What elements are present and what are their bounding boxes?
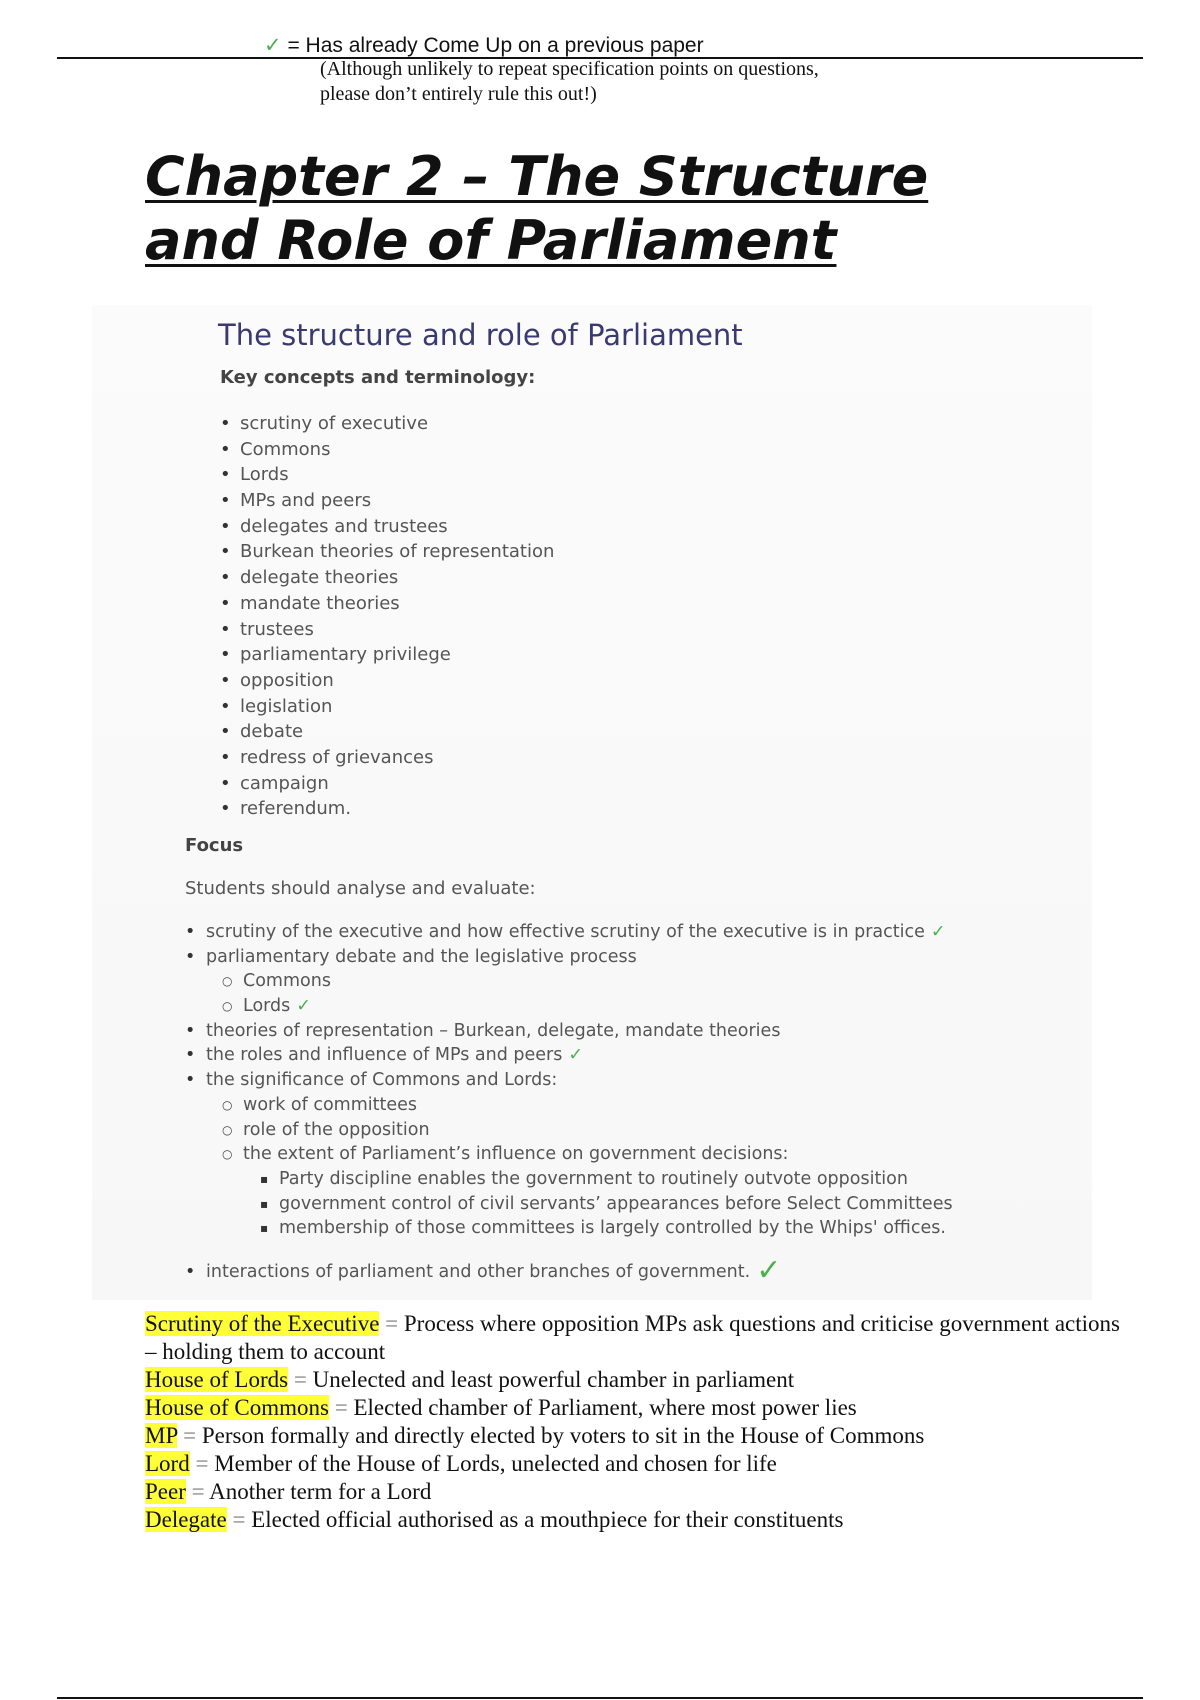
list-item: • campaign [220,771,554,797]
list-item: • MPs and peers [220,488,554,514]
definition-text: Person formally and directly elected by voters to sit in the House of Commons [201,1423,925,1448]
check-icon: ✓ [296,996,311,1017]
definition-separator: = [232,1507,246,1532]
spec-subtitle: Key concepts and terminology: [220,367,536,388]
focus-subitem [185,969,953,994]
focus-item-text: the extent of Parliament’s influence on government decisions: [243,1144,789,1165]
list-item: • debate [220,719,554,745]
definition-row [145,1450,1135,1478]
focus-item-text: government control of civil servants’ appearances before Select Committees [279,1193,953,1214]
definition-separator: = [191,1479,205,1504]
definition-separator: = [195,1451,209,1476]
focus-heading: Focus [185,835,244,856]
check-icon: ✓ [930,922,946,942]
focus-item-text: Party discipline enables the government to routinely outvote opposition [279,1168,908,1189]
focus-subsubitem [185,1192,953,1217]
key-terms-list [220,411,554,822]
list-item: • Commons [220,437,554,463]
focus-item-text: Lords [243,996,291,1017]
definition-term: Delegate [145,1507,227,1532]
focus-item-text: the roles and influence of MPs and peers [206,1045,563,1066]
legend-note [264,32,704,59]
definition-text: Elected official authorised as a mouthpiece for their constituents [251,1507,844,1532]
definition-term: Lord [145,1451,190,1476]
definition-term: House of Lords [145,1367,289,1392]
list-item: • Lords [220,462,554,488]
focus-item-text: theories of representation – Burkean, delegate, mandate theories [206,1020,781,1041]
focus-subitem [185,1093,953,1118]
list-item: • legislation [220,694,554,720]
check-icon: ✓ [756,1252,782,1288]
focus-subitem [185,1118,953,1143]
definition-row [145,1422,1135,1450]
focus-subsubitem [185,1167,953,1192]
focus-item [185,945,953,970]
definitions-list [145,1310,1135,1534]
focus-list [185,920,953,1288]
list-item: • opposition [220,668,554,694]
chapter-title [145,145,928,273]
check-icon: ✓ [568,1045,584,1066]
definition-row [145,1394,1135,1422]
focus-item-text: parliamentary debate and the legislative process [206,946,637,967]
focus-item-text: role of the opposition [243,1119,430,1140]
focus-item-text: membership of those committees is largely controlled by the Whips' offices. [279,1218,946,1239]
definition-term: Peer [145,1479,186,1504]
definition-text: Process where opposition MPs ask questions and criticise government actions – holding them to account [145,1311,1120,1364]
chapter-title-line2: and Role of Parliament [145,209,837,272]
focus-subitem [185,994,953,1019]
focus-intro: Students should analyse and evaluate: [185,878,536,899]
definition-term: House of Commons [145,1395,329,1420]
list-item: • Burkean theories of representation [220,539,554,565]
focus-subsubitem [185,1216,953,1241]
focus-item-text: interactions of parliament and other branches of government. [206,1261,751,1282]
legend-text: = Has already Come Up on a previous paper [287,34,704,57]
definition-text: Unelected and least powerful chamber in parliament [312,1367,795,1392]
definition-row [145,1506,1135,1534]
list-item: • trustees [220,617,554,643]
definition-text: Member of the House of Lords, unelected and chosen for life [214,1451,777,1476]
focus-item [185,1252,953,1288]
definition-term: Scrutiny of the Executive [145,1311,380,1336]
list-item: • delegates and trustees [220,514,554,540]
legend-caveat-line2: please don’t entirely rule this out!) [320,83,597,105]
focus-item-text: scrutiny of the executive and how effective scrutiny of the executive is in practice [206,922,925,942]
focus-item-text: the significance of Commons and Lords: [206,1070,558,1091]
definition-row [145,1478,1135,1506]
definition-separator: = [334,1395,348,1420]
focus-item-text: work of committees [243,1094,418,1115]
definition-separator: = [293,1367,307,1392]
legend-caveat-line1: (Although unlikely to repeat specification points on questions, [320,58,819,80]
legend-caveat [320,57,819,107]
chapter-title-line1: Chapter 2 – The Structure [145,145,929,208]
definition-separator: = [385,1311,399,1336]
list-item: • mandate theories [220,591,554,617]
list-item: • redress of grievances [220,745,554,771]
definition-separator: = [183,1423,197,1448]
footer-rule [57,1697,1143,1699]
focus-item [185,1043,953,1068]
focus-item-text: Commons [243,971,331,992]
focus-subitem [185,1142,953,1167]
list-item: • referendum. [220,796,554,822]
focus-item [185,1019,953,1044]
definition-row [145,1310,1135,1366]
definition-term: MP [145,1423,178,1448]
focus-item [185,1068,953,1093]
definition-text: Another term for a Lord [209,1479,432,1504]
definition-text: Elected chamber of Parliament, where most power lies [353,1395,857,1420]
list-item: • delegate theories [220,565,554,591]
focus-item [185,920,953,945]
definition-row [145,1366,1135,1394]
list-item: • parliamentary privilege [220,642,554,668]
check-icon: ✓ [264,33,282,57]
list-item: • scrutiny of executive [220,411,554,437]
spec-title: The structure and role of Parliament [218,318,743,352]
legend-line [264,32,704,59]
